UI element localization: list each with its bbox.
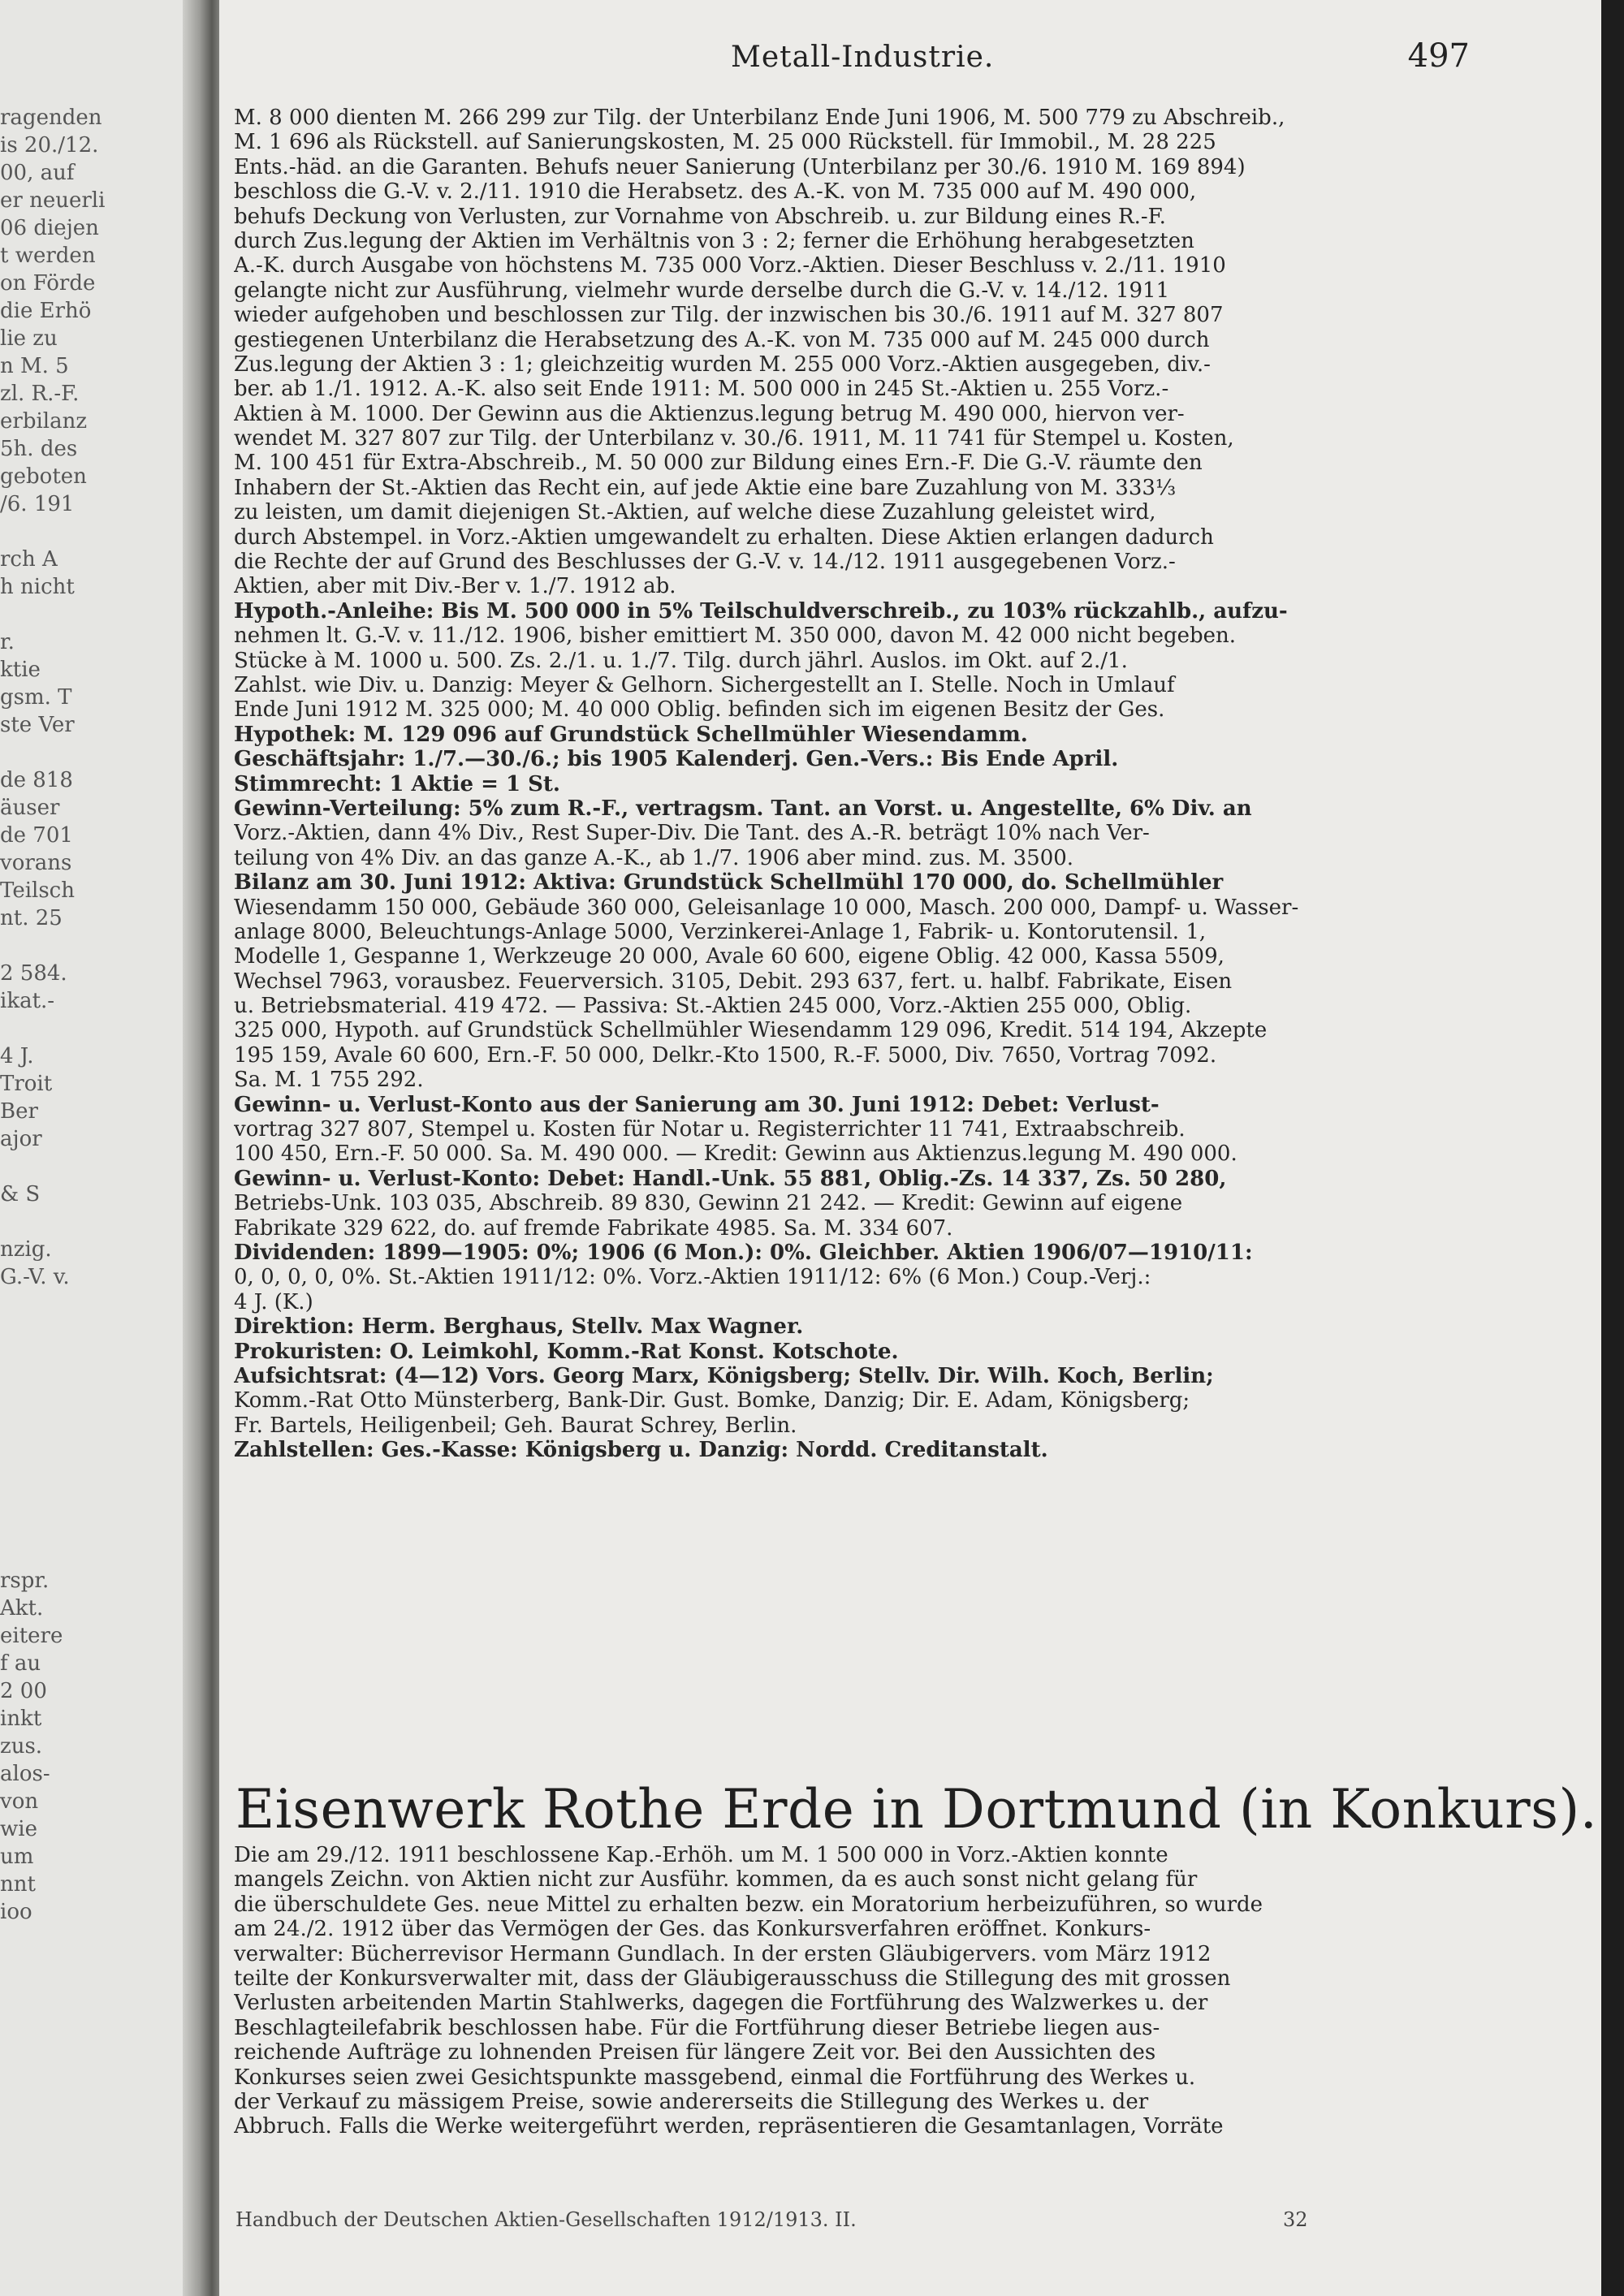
text-line: Gewinn-Verteilung: 5% zum R.-F., vertragsm. Tant. an Vorst. u. Angestellte, 6% Div. an xyxy=(234,796,1252,821)
text-line: anlage 8000, Beleuchtungs-Anlage 5000, Verzinkerei-Anlage 1, Fabrik- u. Kontorutensil. 1, xyxy=(234,919,1207,944)
left-page-line: die Erhö xyxy=(0,299,92,323)
text-line: Modelle 1, Gespanne 1, Werkzeuge 20 000, Avale 60 600, eigene Oblig. 42 000, Kassa 5509, xyxy=(234,944,1224,969)
text-line: gelangte nicht zur Ausführung, vielmehr wurde derselbe durch die G.-V. v. 14./12. 1911 xyxy=(234,278,1170,303)
text-line: Hypothek: M. 129 096 auf Grundstück Schellmühler Wiesendamm. xyxy=(234,722,1028,747)
text-line: Fabrikate 329 622, do. auf fremde Fabrikate 4985. Sa. M. 334 607. xyxy=(234,1215,953,1241)
signature-mark: 32 xyxy=(1283,2208,1308,2231)
text-line: beschloss die G.-V. v. 2./11. 1910 die Herabsetz. des A.-K. von M. 735 000 auf M. 490 000, xyxy=(234,179,1197,205)
page xyxy=(219,0,1624,2296)
left-page-line: r. xyxy=(0,630,15,654)
text-line: u. Betriebsmaterial. 419 472. — Passiva: St.-Aktien 245 000, Vorz.-Aktien 255 000, Oblig. xyxy=(234,994,1192,1019)
text-line: Stimmrecht: 1 Aktie = 1 St. xyxy=(234,771,560,796)
left-page-line: ikat.- xyxy=(0,989,55,1013)
text-line: M. 100 451 für Extra-Abschreib., M. 50 000 zur Bildung eines Ern.-F. Die G.-V. räumte den xyxy=(234,451,1203,476)
left-page-line: lie zu xyxy=(0,326,58,351)
left-page-line: gsm. T xyxy=(0,685,72,710)
text-line: Gewinn- u. Verlust-Konto: Debet: Handl.-Unk. 55 881, Oblig.-Zs. 14 337, Zs. 50 280, xyxy=(234,1166,1227,1191)
text-line: Dividenden: 1899—1905: 0%; 1906 (6 Mon.): 0%. Gleichber. Aktien 1906/07—1910/11: xyxy=(234,1240,1253,1265)
left-page-line: von xyxy=(0,1789,39,1814)
text-line: teilte der Konkursverwalter mit, dass der Gläubigerausschuss die Stillegung des mit grossen xyxy=(234,1966,1231,1991)
left-page-line: Ber xyxy=(0,1099,38,1124)
text-line: Gewinn- u. Verlust-Konto aus der Sanierung am 30. Juni 1912: Debet: Verlust- xyxy=(234,1092,1160,1117)
left-page-line: 2 584. xyxy=(0,961,67,986)
text-line: wendet M. 327 807 zur Tilg. der Unterbilanz v. 30./6. 1911, M. 11 741 für Stempel u. Kosten, xyxy=(234,426,1234,451)
left-page-line: h nicht xyxy=(0,575,75,599)
left-page-line: n M. 5 xyxy=(0,354,69,378)
left-page-line: is 20./12. xyxy=(0,133,99,158)
text-line: Abbruch. Falls die Werke weitergeführt werden, repräsentieren die Gesamtanlagen, Vorräte xyxy=(234,2114,1224,2139)
left-page-line: Akt. xyxy=(0,1596,44,1621)
left-page-line: zus. xyxy=(0,1734,43,1759)
left-page-line: zl. R.-F. xyxy=(0,382,80,406)
page-number: 497 xyxy=(1407,37,1470,75)
left-page-line: erbilanz xyxy=(0,409,88,434)
text-line: Die am 29./12. 1911 beschlossene Kap.-Erhöh. um M. 1 500 000 in Vorz.-Aktien konnte xyxy=(234,1843,1168,1867)
text-line: Aufsichtsrat: (4—12) Vors. Georg Marx, Königsberg; Stellv. Dir. Wilh. Koch, Berlin; xyxy=(234,1363,1214,1388)
scan-edge xyxy=(1601,0,1624,2296)
left-page-line: Teilsch xyxy=(0,878,75,903)
text-line: gestiegenen Unterbilanz die Herabsetzung des A.-K. von M. 735 000 auf M. 245 000 durch xyxy=(234,327,1210,352)
text-line: behufs Deckung von Verlusten, zur Vornahme von Abschreib. u. zur Bildung eines R.-F. xyxy=(234,204,1166,229)
left-page-line: ste Ver xyxy=(0,713,75,737)
text-line: Zahlstellen: Ges.-Kasse: Königsberg u. Danzig: Nordd. Creditanstalt. xyxy=(234,1438,1048,1463)
text-line: Stücke à M. 1000 u. 500. Zs. 2./1. u. 1./7. Tilg. durch jährl. Auslos. im Okt. auf 2./1. xyxy=(234,648,1128,673)
left-page-line: geboten xyxy=(0,464,87,489)
left-page-line: nzig. xyxy=(0,1237,52,1262)
text-line: Verlusten arbeitenden Martin Stahlwerks, dagegen die Fortführung des Walzwerkes u. der xyxy=(234,1991,1208,2016)
section-title: Eisenwerk Rothe Erde in Dortmund (in Konkurs). xyxy=(235,1778,1598,1841)
company-entry-text xyxy=(234,106,1501,1462)
text-line: Wiesendamm 150 000, Gebäude 360 000, Geleisanlage 10 000, Masch. 200 000, Dampf- u. Wasser- xyxy=(234,895,1299,920)
page-header xyxy=(219,34,1502,83)
text-line: Aktien, aber mit Div.-Ber v. 1./7. 1912 ab. xyxy=(234,574,676,599)
text-line: 100 450, Ern.-F. 50 000. Sa. M. 490 000. — Kredit: Gewinn aus Aktienzus.legung M. 490 000. xyxy=(234,1142,1237,1167)
left-page-line: er neuerli xyxy=(0,188,106,213)
text-line: Geschäftsjahr: 1./7.—30./6.; bis 1905 Kalenderj. Gen.-Vers.: Bis Ende April. xyxy=(234,747,1119,772)
footer-text: Handbuch der Deutschen Aktien-Gesellschaften 1912/1913. II. xyxy=(235,2208,857,2231)
left-page-line: 5h. des xyxy=(0,437,78,461)
text-line: reichende Aufträge zu lohnenden Preisen für längere Zeit vor. Bei den Aussichten des xyxy=(234,2040,1156,2065)
left-page-line: ktie xyxy=(0,658,41,682)
text-line: 325 000, Hypoth. auf Grundstück Schellmühler Wiesendamm 129 096, Kredit. 514 194, Akzepte xyxy=(234,1018,1268,1043)
left-page-line: wie xyxy=(0,1817,37,1841)
text-line: M. 1 696 als Rückstell. auf Sanierungskosten, M. 25 000 Rückstell. für Immobil., M. 28 225 xyxy=(234,130,1216,155)
left-page-line: Troit xyxy=(0,1072,53,1096)
text-line: mangels Zeichn. von Aktien nicht zur Ausführ. kommen, da es auch sonst nicht gelang für xyxy=(234,1867,1198,1892)
text-line: Direktion: Herm. Berghaus, Stellv. Max Wagner. xyxy=(234,1314,804,1340)
left-page-line: ragenden xyxy=(0,106,102,130)
left-page-line: t werden xyxy=(0,244,96,268)
left-page-line: on Förde xyxy=(0,271,96,296)
left-page-line: G.-V. v. xyxy=(0,1265,70,1289)
text-line: Beschlagteilefabrik beschlossen habe. Für die Fortführung dieser Betriebe liegen aus- xyxy=(234,2015,1160,2040)
text-line: 195 159, Avale 60 600, Ern.-F. 50 000, Delkr.-Kto 1500, R.-F. 5000, Div. 7650, Vortrag 7092. xyxy=(234,1042,1217,1068)
text-line: die Rechte der auf Grund des Beschlusses der G.-V. v. 14./12. 1911 ausgegebenen Vorz.- xyxy=(234,550,1176,575)
left-page-line: de 701 xyxy=(0,823,73,848)
text-line: Vorz.-Aktien, dann 4% Div., Rest Super-Div. Die Tant. des A.-R. beträgt 10% nach Ver- xyxy=(234,821,1150,846)
left-page-line: 4 J. xyxy=(0,1044,34,1068)
text-line: Wechsel 7963, vorausbez. Feuerversich. 3105, Debit. 293 637, fert. u. halbf. Fabrikate, Eisen xyxy=(234,969,1233,994)
text-line: nehmen lt. G.-V. v. 11./12. 1906, bisher emittiert M. 350 000, davon M. 42 000 nicht begeben. xyxy=(234,624,1237,649)
text-line: wieder aufgehoben und beschlossen zur Tilg. der inzwischen bis 30./6. 1911 auf M. 327 807 xyxy=(234,303,1224,328)
text-line: Ende Juni 1912 M. 325 000; M. 40 000 Oblig. befinden sich im eigenen Besitz der Ges. xyxy=(234,697,1165,723)
left-page-fragment xyxy=(0,0,203,2296)
left-page-line: eitere xyxy=(0,1624,63,1648)
left-page-line: ioo xyxy=(0,1900,32,1924)
left-page-line: rch A xyxy=(0,547,58,572)
left-page-line: 06 diejen xyxy=(0,216,99,240)
left-page-line: nnt xyxy=(0,1872,36,1897)
text-line: Sa. M. 1 755 292. xyxy=(234,1068,424,1093)
left-page-line: nt. 25 xyxy=(0,906,63,930)
text-line: Konkurses seien zwei Gesichtspunkte massgebend, einmal die Fortführung des Werkes u. xyxy=(234,2065,1196,2090)
left-page-line: vorans xyxy=(0,851,72,875)
text-line: Betriebs-Unk. 103 035, Abschreib. 89 830, Gewinn 21 242. — Kredit: Gewinn auf eigene xyxy=(234,1191,1183,1216)
text-line: Ents.-häd. an die Garanten. Behufs neuer Sanierung (Unterbilanz per 30./6. 1910 M. 169 894) xyxy=(234,154,1246,179)
text-line: zu leisten, um damit diejenigen St.-Aktien, auf welche diese Zuzahlung geleistet wird, xyxy=(234,500,1156,525)
text-line: 0, 0, 0, 0, 0%. St.-Aktien 1911/12: 0%. Vorz.-Aktien 1911/12: 6% (6 Mon.) Coup.-Verj.: xyxy=(234,1265,1151,1290)
left-page-line: äuser xyxy=(0,796,60,820)
left-page-line: /6. 191 xyxy=(0,492,75,516)
text-line: verwalter: Bücherrevisor Hermann Gundlach. In der ersten Gläubigervers. vom März 1912 xyxy=(234,1941,1212,1966)
left-page-line: de 818 xyxy=(0,768,73,792)
left-page-line: rspr. xyxy=(0,1569,50,1593)
text-line: Aktien à M. 1000. Der Gewinn aus die Aktienzus.legung betrug M. 490 000, hiervon ver- xyxy=(234,401,1185,426)
text-line: Zus.legung der Aktien 3 : 1; gleichzeitig wurden M. 255 000 Vorz.-Aktien ausgegeben, div.- xyxy=(234,352,1211,377)
text-line: Hypoth.-Anleihe: Bis M. 500 000 in 5% Teilschuldverschreib., zu 103% rückzahlb., aufzu- xyxy=(234,598,1288,624)
text-line: M. 8 000 dienten M. 266 299 zur Tilg. der Unterbilanz Ende Juni 1906, M. 500 779 zu Abschreib., xyxy=(234,106,1285,130)
text-line: A.-K. durch Ausgabe von höchstens M. 735 000 Vorz.-Aktien. Dieser Beschluss v. 2./11. 1910 xyxy=(234,253,1226,278)
text-line: teilung von 4% Div. an das ganze A.-K., ab 1./7. 1906 aber mind. zus. M. 3500. xyxy=(234,845,1074,870)
text-line: der Verkauf zu mässigem Preise, sowie andererseits die Stillegung des Werkes u. der xyxy=(234,2089,1149,2114)
left-page-line: f au xyxy=(0,1651,41,1676)
left-page-line: inkt xyxy=(0,1707,42,1731)
left-page-line: 00, auf xyxy=(0,161,75,185)
left-page-line: um xyxy=(0,1845,34,1869)
left-page-line: ajor xyxy=(0,1127,42,1151)
left-page-line: alos- xyxy=(0,1762,50,1786)
running-head: Metall-Industrie. xyxy=(731,41,995,74)
text-line: Fr. Bartels, Heiligenbeil; Geh. Baurat Schrey, Berlin. xyxy=(234,1413,797,1438)
text-line: am 24./2. 1912 über das Vermögen der Ges. das Konkursverfahren eröffnet. Konkurs- xyxy=(234,1917,1151,1942)
text-line: Zahlst. wie Div. u. Danzig: Meyer & Gelhorn. Sichergestellt an I. Stelle. Noch in Umlauf xyxy=(234,672,1175,697)
text-line: durch Abstempel. in Vorz.-Aktien umgewandelt zu erhalten. Diese Aktien erlangen dadurch xyxy=(234,524,1214,550)
page-footer xyxy=(235,2208,1486,2231)
text-line: Bilanz am 30. Juni 1912: Aktiva: Grundstück Schellmühl 170 000, do. Schellmühler xyxy=(234,870,1224,896)
text-line: die überschuldete Ges. neue Mittel zu erhalten bezw. ein Moratorium herbeizuführen, so wurde xyxy=(234,1892,1263,1917)
text-line: vortrag 327 807, Stempel u. Kosten für Notar u. Registerrichter 11 741, Extraabschreib. xyxy=(234,1117,1186,1142)
text-line: 4 J. (K.) xyxy=(234,1289,313,1314)
text-line: Prokuristen: O. Leimkohl, Komm.-Rat Konst. Kotschote. xyxy=(234,1339,899,1364)
text-line: durch Zus.legung der Aktien im Verhältnis von 3 : 2; ferner die Erhöhung herabgesetzten xyxy=(234,228,1194,253)
text-line: Komm.-Rat Otto Münsterberg, Bank-Dir. Gust. Bomke, Danzig; Dir. E. Adam, Königsberg; xyxy=(234,1388,1190,1413)
text-line: ber. ab 1./1. 1912. A.-K. also seit Ende 1911: M. 500 000 in 245 St.-Aktien u. 255 Vorz.- xyxy=(234,377,1169,402)
left-page-line: & S xyxy=(0,1182,41,1206)
text-line: Inhabern der St.-Aktien das Recht ein, auf jede Aktie eine bare Zuzahlung von M. 333⅓ xyxy=(234,475,1177,500)
left-page-line: 2 00 xyxy=(0,1679,47,1703)
second-entry-text xyxy=(234,1843,1501,2139)
